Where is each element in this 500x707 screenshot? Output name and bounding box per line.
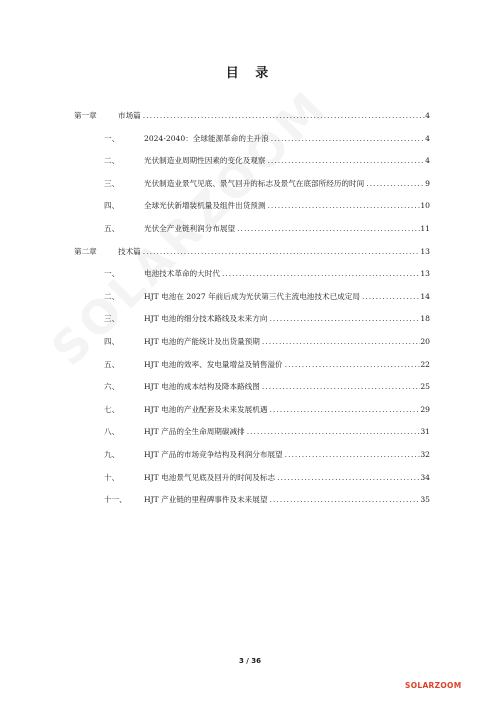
toc-title: HJT 产品的全生命周期碳减排 xyxy=(144,427,245,437)
toc-leader-dots xyxy=(283,360,421,369)
toc-page-number: 25 xyxy=(420,382,430,392)
toc-number: 第一章 xyxy=(74,111,97,120)
toc-section-row[interactable] xyxy=(74,359,430,382)
toc-leader-dots xyxy=(245,427,421,436)
toc-leader-dots xyxy=(283,450,421,459)
toc-number: 一、 xyxy=(104,133,120,143)
toc-leader-dots xyxy=(266,201,421,210)
toc-page-number: 31 xyxy=(420,427,430,437)
toc-title: HJT 电池的产业配套及未来发展机遇 xyxy=(144,404,268,414)
toc-title: 2024-2040：全球能源革命的主升浪 xyxy=(144,133,269,143)
toc-page-number: 4 xyxy=(425,156,430,166)
toc-page-number: 11 xyxy=(420,223,430,233)
toc-title: HJT 产业链的里程碑事件及未来展望 xyxy=(144,495,268,505)
toc-section-row[interactable] xyxy=(74,268,430,291)
toc-leader-dots xyxy=(260,382,420,391)
toc-number: 十、 xyxy=(104,472,120,482)
toc-section-row[interactable] xyxy=(74,133,430,156)
toc-page-number: 34 xyxy=(420,472,430,482)
toc-leader-dots xyxy=(267,314,420,323)
toc-title: 电池技术革命的大时代 xyxy=(144,269,220,279)
toc-page-number: 20 xyxy=(420,336,430,346)
toc-page-number: 18 xyxy=(420,314,430,324)
toc-chapter-row[interactable] xyxy=(74,110,430,133)
table-of-contents xyxy=(74,110,430,517)
toc-title: HJT 电池的成本结构及降本路线图 xyxy=(144,382,260,392)
toc-title: HJT 电池的产能统计及出货量预期 xyxy=(144,336,260,346)
brand-logo: SOLARZOOM xyxy=(405,681,462,690)
toc-leader-dots xyxy=(266,156,426,165)
toc-title: HJT 电池景气见底及回升的时间及标志 xyxy=(144,472,276,482)
toc-title: HJT 电池的细分技术路线及未来方向 xyxy=(144,314,268,324)
toc-page-number: 13 xyxy=(420,246,430,256)
toc-leader-dots xyxy=(275,473,420,482)
toc-leader-dots xyxy=(141,111,425,120)
toc-page-number: 10 xyxy=(420,201,430,211)
toc-number: 三、 xyxy=(104,314,120,324)
toc-title: 市场篇 xyxy=(118,111,141,120)
toc-chapter-row[interactable] xyxy=(74,246,430,269)
toc-section-row[interactable] xyxy=(74,404,430,427)
toc-section-row[interactable] xyxy=(74,494,430,517)
toc-number: 七、 xyxy=(104,404,120,414)
toc-leader-dots xyxy=(267,405,420,414)
page-number: 3 / 36 xyxy=(238,657,262,665)
toc-leader-dots xyxy=(360,292,420,301)
toc-number: 五、 xyxy=(104,223,120,233)
toc-page-number: 22 xyxy=(420,359,430,369)
toc-number: 第二章 xyxy=(74,246,97,256)
toc-title: 光伏制造业周期性因素的变化及观察 xyxy=(144,156,266,166)
toc-title: HJT 电池在 2027 年前后成为光伏第三代主流电池技术已成定局 xyxy=(144,291,360,301)
toc-number: 一、 xyxy=(104,269,120,279)
toc-section-row[interactable] xyxy=(74,178,430,201)
toc-page-number: 14 xyxy=(420,291,430,301)
toc-leader-dots xyxy=(269,134,425,143)
toc-page-number: 9 xyxy=(425,178,430,188)
toc-number: 三、 xyxy=(104,178,120,188)
toc-page-number: 4 xyxy=(425,111,430,120)
toc-leader-dots xyxy=(260,337,420,346)
toc-number: 四、 xyxy=(104,201,120,211)
toc-section-row[interactable] xyxy=(74,313,430,336)
toc-section-row[interactable] xyxy=(74,426,430,449)
toc-number: 四、 xyxy=(104,336,120,346)
toc-title: 技术篇 xyxy=(118,246,141,256)
toc-number: 二、 xyxy=(104,291,120,301)
toc-section-row[interactable] xyxy=(74,336,430,359)
toc-section-row[interactable] xyxy=(74,223,430,246)
toc-leader-dots xyxy=(235,224,420,233)
toc-page-number: 32 xyxy=(420,449,430,459)
toc-leader-dots xyxy=(267,495,420,504)
toc-leader-dots xyxy=(141,247,421,256)
toc-leader-dots xyxy=(364,179,425,188)
toc-title: HJT 产品的市场竞争结构及利润分布展望 xyxy=(144,449,283,459)
toc-number: 五、 xyxy=(104,359,120,369)
toc-section-row[interactable] xyxy=(74,291,430,314)
toc-number: 八、 xyxy=(104,427,120,437)
toc-page-number: 35 xyxy=(420,495,430,505)
toc-number: 十一、 xyxy=(104,495,127,505)
toc-number: 六、 xyxy=(104,382,120,392)
toc-title: HJT 电池的效率、发电量增益及销售溢价 xyxy=(144,359,283,369)
toc-page-number: 13 xyxy=(420,269,430,279)
toc-number: 二、 xyxy=(104,156,120,166)
toc-title: 光伏全产业链利润分布展望 xyxy=(144,223,236,233)
toc-page-number: 29 xyxy=(420,404,430,414)
toc-section-row[interactable] xyxy=(74,200,430,223)
toc-title: 全球光伏新增装机量及组件出货预测 xyxy=(144,201,266,211)
toc-section-row[interactable] xyxy=(74,155,430,178)
toc-section-row[interactable] xyxy=(74,381,430,404)
page-title: 目 录 xyxy=(225,66,275,81)
toc-section-row[interactable] xyxy=(74,449,430,472)
toc-number: 九、 xyxy=(104,449,120,459)
toc-page-number: 4 xyxy=(425,133,430,143)
toc-title: 光伏制造业景气见底、景气回升的标志及景气在底部所经历的时间 xyxy=(144,178,365,188)
toc-section-row[interactable] xyxy=(74,472,430,495)
toc-leader-dots xyxy=(220,269,420,278)
